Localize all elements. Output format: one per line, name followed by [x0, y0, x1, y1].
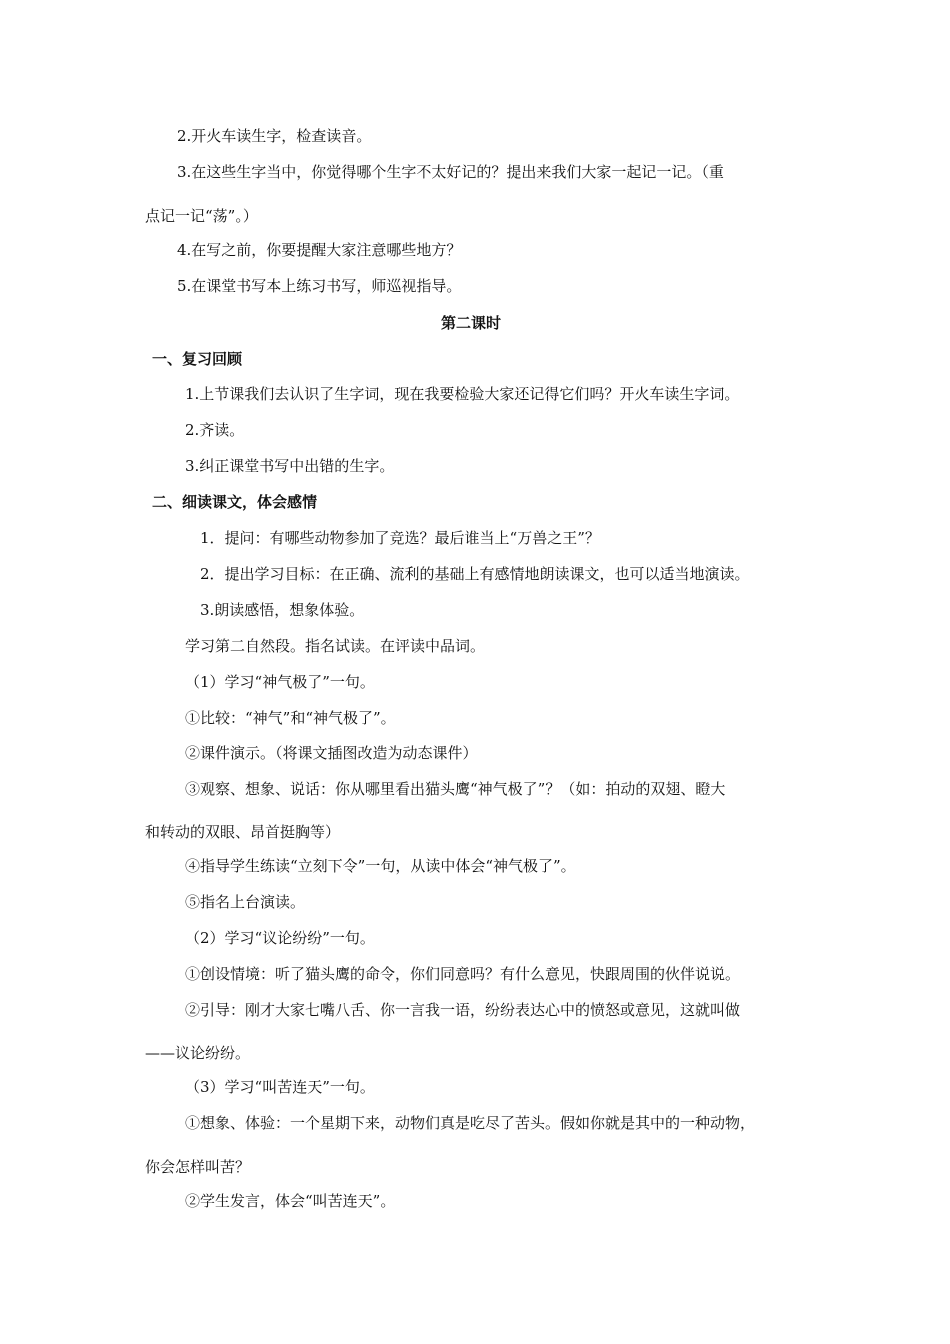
section-2-heading: 二、细读课文，体会感情 — [152, 493, 318, 511]
subsection-1-step-2: ②课件演示。（将课文插图改造为动态课件） — [185, 744, 478, 762]
subsection-1-step-3: ③观察、想象、说话：你从哪里看出猫头鹰“神气极了”？（如：拍动的双翅、瞪大 — [185, 780, 726, 798]
subsection-2-step-2: ②引导：刚才大家七嘴八舌、你一言我一语，纷纷表达心中的愤怒或意见，这就叫做 — [185, 1001, 741, 1019]
review-item-2: 2.齐读。 — [185, 421, 245, 439]
paragraph-5: 5.在课堂书写本上练习书写，师巡视指导。 — [177, 277, 462, 295]
subsection-1-step-5: ⑤指名上台演读。 — [185, 893, 306, 911]
question-3: 3.朗读感悟，想象体验。 — [200, 601, 365, 619]
subsection-1-title: （1）学习“神气极了”一句。 — [185, 673, 375, 691]
paragraph-3: 3.在这些生字当中，你觉得哪个生字不太好记的？提出来我们大家一起记一记。（重 — [177, 163, 724, 181]
subsection-3-title: （3）学习“叫苦连天”一句。 — [185, 1078, 375, 1096]
subsection-3-step-1-cont: 你会怎样叫苦？ — [145, 1158, 251, 1176]
question-1: 1．提问：有哪些动物参加了竞选？最后谁当上“万兽之王”？ — [200, 529, 600, 547]
study-paragraph: 学习第二自然段。指名试读。在评读中品词。 — [185, 637, 486, 655]
subsection-1-step-1: ①比较：“神气”和“神气极了”。 — [185, 709, 396, 727]
subsection-3-step-2: ②学生发言，体会“叫苦连天”。 — [185, 1192, 396, 1210]
section-1-heading: 一、复习回顾 — [152, 350, 243, 368]
subsection-3-step-1: ①想象、体验：一个星期下来，动物们真是吃尽了苦头。假如你就是其中的一种动物， — [185, 1114, 756, 1132]
question-2: 2．提出学习目标：在正确、流利的基础上有感情地朗读课文，也可以适当地演读。 — [200, 565, 750, 583]
subsection-2-step-2-cont: ——议论纷纷。 — [145, 1044, 251, 1062]
paragraph-4: 4.在写之前，你要提醒大家注意哪些地方？ — [177, 241, 462, 259]
subsection-2-title: （2）学习“议论纷纷”一句。 — [185, 929, 375, 947]
subsection-2-step-1: ①创设情境：听了猫头鹰的命令，你们同意吗？有什么意见，快跟周围的伙伴说说。 — [185, 965, 741, 983]
review-item-1: 1.上节课我们去认识了生字词，现在我要检验大家还记得它们吗？开火车读生字词。 — [185, 385, 740, 403]
subsection-1-step-3-cont: 和转动的双眼、昂首挺胸等） — [145, 823, 341, 841]
review-item-3: 3.纠正课堂书写中出错的生字。 — [185, 457, 395, 475]
subsection-1-step-4: ④指导学生练读“立刻下令”一句，从读中体会“神气极了”。 — [185, 857, 576, 875]
paragraph-2: 2.开火车读生字，检查读音。 — [177, 127, 372, 145]
lesson-2-title: 第二课时 — [441, 314, 502, 332]
paragraph-3-cont: 点记一记“荡”。） — [145, 207, 258, 225]
